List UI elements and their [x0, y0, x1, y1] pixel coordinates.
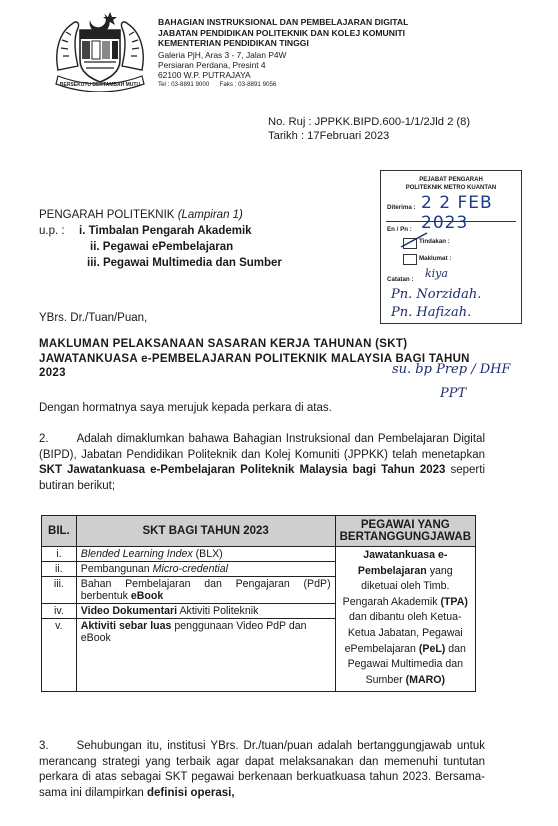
stamp-catatan-label: Catatan : — [387, 276, 414, 283]
fax-number: Faks : 03-8891 9056 — [219, 80, 277, 88]
row-skt — [76, 604, 335, 619]
pegawai-text: (PeL) — [418, 642, 446, 655]
paragraph-text: seperti butiran berikut; — [39, 464, 485, 492]
pegawai-cell — [335, 547, 475, 692]
paragraph-3 — [39, 739, 485, 801]
row-skt — [76, 577, 335, 604]
pegawai-text: dan dibantu oleh Ketua-Ketua Jabatan, Pegawai ePembelajaran — [344, 611, 463, 655]
recipient-item: ii. Pegawai ePembelajaran — [90, 241, 234, 253]
table-header-row — [42, 516, 476, 547]
skt-text: penggunaan Video PdP dan eBook — [80, 620, 307, 644]
paragraph-text: Sehubungan itu, institusi YBrs. Dr./tuan/puan adalah bertanggungjawab untuk merancang strategi yang terbaik agar dapat melaksanakan dan memenuhi tuntutan perkara di atas sebagai SKT pegawai berkenaan berkuatkuasa tahun 2023. Bersama-sama ini dilampirkan — [39, 740, 485, 799]
paragraph-bold-text: definisi operasi, — [147, 786, 235, 799]
row-skt — [76, 562, 335, 577]
skt-table — [41, 515, 476, 692]
reference-block — [268, 115, 470, 143]
handwritten-note: Pn. Hafizah. — [391, 305, 472, 320]
paragraph-number: 3. — [39, 740, 49, 752]
table-header-pegawai: PEGAWAI YANG BERTANGGUNGJAWAB — [335, 516, 475, 547]
row-number: iii. — [42, 577, 77, 604]
stamp-checkbox-maklumat — [403, 254, 417, 265]
reference-date: Tarikh : 17Februari 2023 — [268, 130, 390, 142]
table-header-skt: SKT BAGI TAHUN 2023 — [76, 516, 335, 547]
address-line: Galeria PjH, Aras 3 - 7, Jalan P4W — [158, 50, 287, 60]
pegawai-text: yang diketuai oleh Timb. Pengarah Akademik — [342, 564, 453, 608]
row-number: ii. — [42, 562, 77, 577]
address-line: Persiaran Perdana, Presint 4 — [158, 60, 266, 71]
handwritten-note: Pn. Norzidah. — [391, 287, 482, 302]
handwritten-initials: PPT — [440, 386, 467, 401]
letterhead-title — [158, 17, 408, 49]
row-number: i. — [42, 547, 77, 562]
address-line: 62100 W.P. PUTRAJAYA — [158, 70, 251, 81]
recipient-item: i. Timbalan Pengarah Akademik — [79, 225, 252, 237]
crest-ribbon-text: BERSEKUTU BERTAMBAH MUTU — [59, 82, 141, 88]
letterhead-line: JABATAN PENDIDIKAN POLITEKNIK DAN KOLEJ KOMUNITI — [158, 27, 405, 38]
recipient-title: PENGARAH POLITEKNIK — [39, 209, 175, 221]
stamp-title-line: POLITEKNIK METRO KUANTAN — [405, 184, 497, 191]
recipient-item: iii. Pegawai Multimedia dan Sumber — [87, 257, 282, 269]
stamp-title — [381, 177, 521, 192]
pegawai-text: dan Pegawai Multimedia dan Sumber — [347, 642, 466, 686]
table-header-bil: BIL. — [42, 516, 77, 547]
stamp-enpn-label: En / Pn : — [387, 226, 412, 233]
stamp-received-date: 2 2 FEB 2023 — [421, 193, 493, 233]
row-skt — [76, 547, 335, 562]
paragraph-text: Adalah dimaklumkan bahawa Bahagian Instruksional dan Pembelajaran Digital (BIPD), Jabatan Pendidikan Politeknik dan Kolej Komuniti (JPPKK) telah menetapkan — [39, 433, 485, 461]
skt-text: Video Dokumentari — [80, 605, 178, 617]
skt-text: eBook — [130, 590, 164, 602]
coat-of-arms-logo — [52, 10, 148, 92]
stamp-maklumat-label: Maklumat : — [419, 255, 452, 262]
skt-text: (BLX) — [192, 548, 223, 560]
row-skt — [76, 619, 335, 692]
handwritten-note: kiya — [425, 267, 448, 280]
letterhead-address — [158, 50, 286, 89]
greeting: YBrs. Dr./Tuan/Puan, — [39, 312, 148, 324]
paragraph-1: Dengan hormatnya saya merujuk kepada perkara di atas. — [39, 402, 332, 414]
stamp-tindakan-label: Tindakan : — [419, 238, 450, 245]
pegawai-text: (MARO) — [405, 673, 446, 686]
skt-text: Pembangunan — [80, 563, 153, 575]
letterhead-line: BAHAGIAN INSTRUKSIONAL DAN PEMBELAJARAN DIGITAL — [158, 17, 409, 27]
reference-number: No. Ruj : JPPKK.BIPD.600-1/1/2Jld 2 (8) — [268, 116, 471, 128]
skt-text: Aktiviti Politeknik — [177, 605, 259, 617]
contact-line — [158, 81, 286, 89]
letter-subject: MAKLUMAN PELAKSANAAN SASARAN KERJA TAHUNAN (SKT) JAWATANKUASA e-PEMBELAJARAN POLITEKNIK MALAYSIA BAGI TAHUN 2023 — [39, 338, 470, 379]
paragraph-number: 2. — [39, 433, 49, 445]
handwritten-note: su. bp Prep / DHF — [392, 362, 511, 377]
tel-number: Tel : 03-8891 9000 — [158, 80, 210, 88]
row-number: iv. — [42, 604, 77, 619]
stamp-received-label: Diterima : — [387, 204, 416, 211]
recipient-lampiran: (Lampiran 1) — [177, 209, 243, 221]
skt-text: Bahan Pembelajaran dan Pengajaran (PdP) berbentuk — [80, 578, 331, 602]
paragraph-2 — [39, 432, 485, 494]
pegawai-text: Jawatankuasa e-Pembelajaran — [357, 549, 448, 577]
letterhead-line: KEMENTERIAN PENDIDIKAN TINGGI — [158, 38, 309, 49]
skt-text: Aktiviti sebar luas — [80, 620, 172, 632]
received-stamp — [380, 170, 522, 324]
stamp-title-line: PEJABAT PENGARAH — [419, 177, 483, 183]
recipient-block — [39, 207, 282, 271]
paragraph-bold-text: SKT Jawatankuasa e-Pembelajaran Politeknik Malaysia bagi Tahun 2023 — [39, 464, 446, 476]
skt-text: Micro-credential — [152, 563, 228, 575]
skt-text: Blended Learning Index — [80, 548, 193, 560]
row-number: v. — [42, 619, 77, 692]
table-row — [42, 547, 476, 562]
recipient-up-label: u.p. : — [39, 225, 65, 237]
pegawai-text: (TPA) — [440, 595, 468, 608]
stamp-divider — [386, 221, 516, 222]
